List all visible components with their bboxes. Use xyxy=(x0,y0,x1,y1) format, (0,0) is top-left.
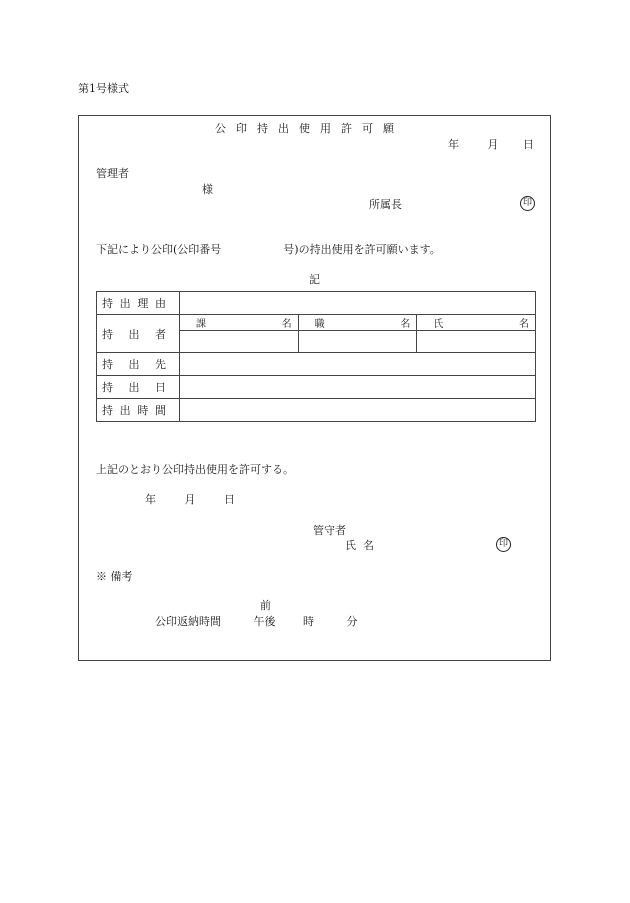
name-value-cell[interactable] xyxy=(417,331,536,353)
form-title: 公印持出使用許可願 xyxy=(215,122,404,135)
form-number: 第1号様式 xyxy=(78,82,129,95)
date-value-cell[interactable] xyxy=(180,376,536,399)
manager-label: 管理者 xyxy=(96,167,129,180)
approval-date-year: 年 xyxy=(145,493,156,506)
name-subheader-right: 名 xyxy=(519,319,529,330)
approval-text: 上記のとおり公印持出使用を許可する。 xyxy=(96,463,294,476)
table-row xyxy=(97,292,536,315)
reason-label-cell xyxy=(97,292,180,315)
affiliation-head-label: 所属長 xyxy=(369,198,402,211)
person-label-cell xyxy=(97,315,180,353)
remarks-label: ※ 備考 xyxy=(96,570,133,583)
date-label-cell xyxy=(97,376,180,399)
time-label-cell xyxy=(97,399,180,422)
seal-mark-icon: 印 xyxy=(496,537,511,552)
section-value-cell[interactable] xyxy=(180,331,299,353)
request-date-year: 年 xyxy=(448,138,459,151)
reason-value-cell[interactable] xyxy=(180,292,536,315)
position-subheader-left: 職 xyxy=(314,319,325,330)
destination-label-cell xyxy=(97,353,180,376)
ki-heading: 記 xyxy=(309,273,320,286)
section-subheader xyxy=(180,315,299,331)
return-hour-label: 時 xyxy=(303,615,314,628)
destination-value-cell[interactable] xyxy=(180,353,536,376)
table-row xyxy=(97,399,536,422)
return-minute-label: 分 xyxy=(346,615,358,628)
request-date xyxy=(423,139,534,150)
custodian-name-label: 氏名 xyxy=(345,539,381,552)
table-row xyxy=(97,315,536,331)
position-subheader xyxy=(298,315,417,331)
seal-mark-icon: 印 xyxy=(520,196,535,211)
return-am-label: 前 xyxy=(260,599,271,612)
approval-date-day: 日 xyxy=(224,493,235,506)
name-subheader-left: 氏 xyxy=(433,319,444,330)
destination-label: 持 出 先 xyxy=(102,358,166,371)
approval-date-month: 月 xyxy=(184,493,196,506)
approval-date xyxy=(145,494,235,505)
honorific: 様 xyxy=(202,183,213,196)
return-time-line xyxy=(155,616,358,627)
reason-label: 持 出 理 由 xyxy=(102,297,166,310)
position-value-cell[interactable] xyxy=(298,331,417,353)
custodian-label: 管守者 xyxy=(313,524,346,537)
date-label: 持 出 日 xyxy=(102,381,166,394)
request-sentence-before: 下記により公印(公印番号 xyxy=(96,243,222,256)
detail-table xyxy=(96,291,536,422)
name-subheader xyxy=(417,315,536,331)
time-label: 持 出 時 間 xyxy=(102,404,166,417)
request-sentence-after: 号)の持出使用を許可願います。 xyxy=(283,243,441,256)
return-pm-label: 午後 xyxy=(253,615,276,628)
request-date-month: 月 xyxy=(487,138,499,151)
position-subheader-right: 名 xyxy=(400,319,411,330)
request-date-day: 日 xyxy=(523,138,534,151)
return-time-label: 公印返納時間 xyxy=(155,615,221,628)
section-subheader-left: 課 xyxy=(196,319,206,330)
time-value-cell[interactable] xyxy=(180,399,536,422)
table-row xyxy=(97,376,536,399)
table-row xyxy=(97,353,536,376)
request-sentence xyxy=(96,244,441,255)
section-subheader-right: 名 xyxy=(281,319,292,330)
person-label: 持 出 者 xyxy=(102,327,166,341)
